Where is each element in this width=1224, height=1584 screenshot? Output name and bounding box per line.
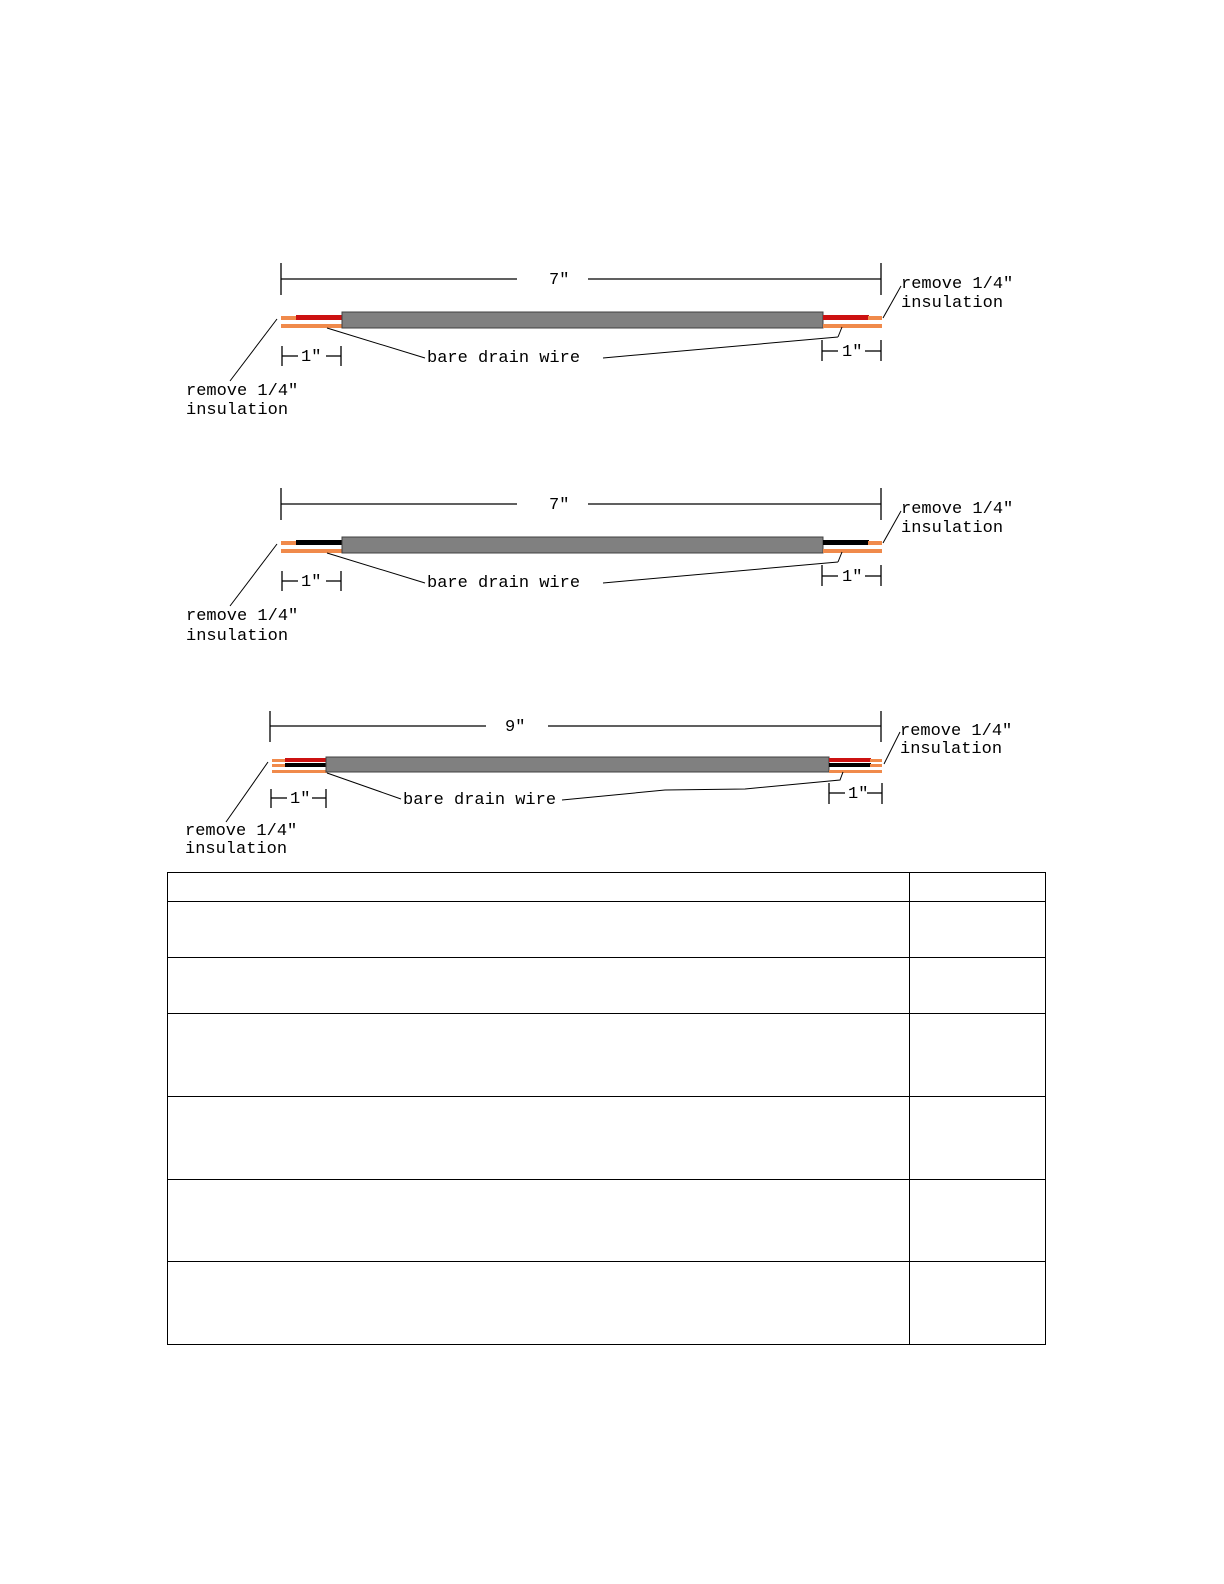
right-callout-leader [884,732,900,764]
table-row [168,1097,1046,1180]
left-callout-line-1: remove 1/4" [186,382,299,401]
table-cell [910,1180,1046,1262]
right-strip-label: 1" [842,343,863,362]
table-cell [168,873,910,902]
table-row [168,1180,1046,1262]
cable-wires [272,757,882,773]
black-conductor-right [823,540,869,545]
table-cell [168,1180,910,1262]
black-conductor-left [285,763,327,767]
copper-tip-left-middle [272,764,286,767]
copper-tip-left-top [281,316,297,320]
black-conductor-right [829,763,871,767]
table-row [168,902,1046,958]
cable-diagram-3 [185,711,1012,859]
copper-tip-right-top [870,759,882,762]
table-cell [910,1262,1046,1345]
drain-wire-label: bare drain wire [403,791,557,810]
right-callout-line-2: insulation [901,519,1004,538]
table-cell [168,1014,910,1097]
length-label: 7" [549,271,570,290]
right-callout-leader [883,511,901,543]
length-label: 9" [505,718,526,737]
left-callout-line-1: remove 1/4" [186,607,299,626]
table-cell [910,873,1046,902]
copper-tip-right-top [868,316,882,320]
length-dimension [281,263,881,295]
left-strip-label: 1" [301,573,322,592]
table-cell [168,902,910,958]
right-callout-line-1: remove 1/4" [901,275,1014,294]
left-strip-label: 1" [290,790,311,809]
copper-tip-right-bottom [829,770,882,773]
copper-tip-right-bottom [823,549,882,553]
copper-tip-left-bottom [272,770,327,773]
length-dimension [281,488,881,520]
right-strip-label: 1" [848,785,869,804]
copper-tip-left-bottom [281,324,343,328]
table-cell [910,1097,1046,1180]
drain-wire-leaders [327,327,842,358]
left-callout-leader [230,319,277,381]
left-strip-label: 1" [301,348,322,367]
right-callout-leader [883,286,901,318]
length-dimension [270,711,881,742]
drain-wire-label: bare drain wire [427,349,581,368]
cable-diagram-2 [186,488,1013,646]
table-cell [910,1014,1046,1097]
table-row [168,958,1046,1014]
right-strip-label: 1" [842,568,863,587]
right-callout-line-1: remove 1/4" [900,722,1013,741]
cable-wires [281,537,882,553]
copper-tip-right-middle [870,764,882,767]
left-callout-line-2: insulation [185,840,288,859]
table-cell [168,958,910,1014]
left-callout-leader [230,544,277,606]
left-callout-line-2: insulation [186,401,289,420]
table-row [168,1014,1046,1097]
copper-tip-left-top [281,541,297,545]
length-label: 7" [549,496,570,515]
blank-table [167,872,1046,1345]
copper-tip-left-bottom [281,549,343,553]
cable-diagram-1 [186,263,1013,420]
black-conductor-left [296,540,343,545]
table-row [168,1262,1046,1345]
table-cell [910,958,1046,1014]
cable-wires [281,312,882,328]
left-callout-leader [226,762,268,822]
red-conductor-left [285,758,327,762]
copper-tip-right-bottom [823,324,882,328]
left-callout-line-2: insulation [186,627,289,646]
cable-jacket [326,757,829,772]
left-callout-line-1: remove 1/4" [185,822,298,841]
table-row [168,873,1046,902]
table-cell [168,1097,910,1180]
red-conductor-right [823,315,869,320]
red-conductor-right [829,758,871,762]
copper-tip-left-top [272,759,286,762]
drain-wire-label: bare drain wire [427,574,581,593]
table-cell [910,902,1046,958]
cable-jacket [342,537,823,553]
drain-wire-leaders [327,552,842,583]
table-cell [168,1262,910,1345]
cable-jacket [342,312,823,328]
copper-tip-right-top [868,541,882,545]
red-conductor-left [296,315,343,320]
right-callout-line-2: insulation [900,740,1003,759]
right-callout-line-1: remove 1/4" [901,500,1014,519]
right-callout-line-2: insulation [901,294,1004,313]
